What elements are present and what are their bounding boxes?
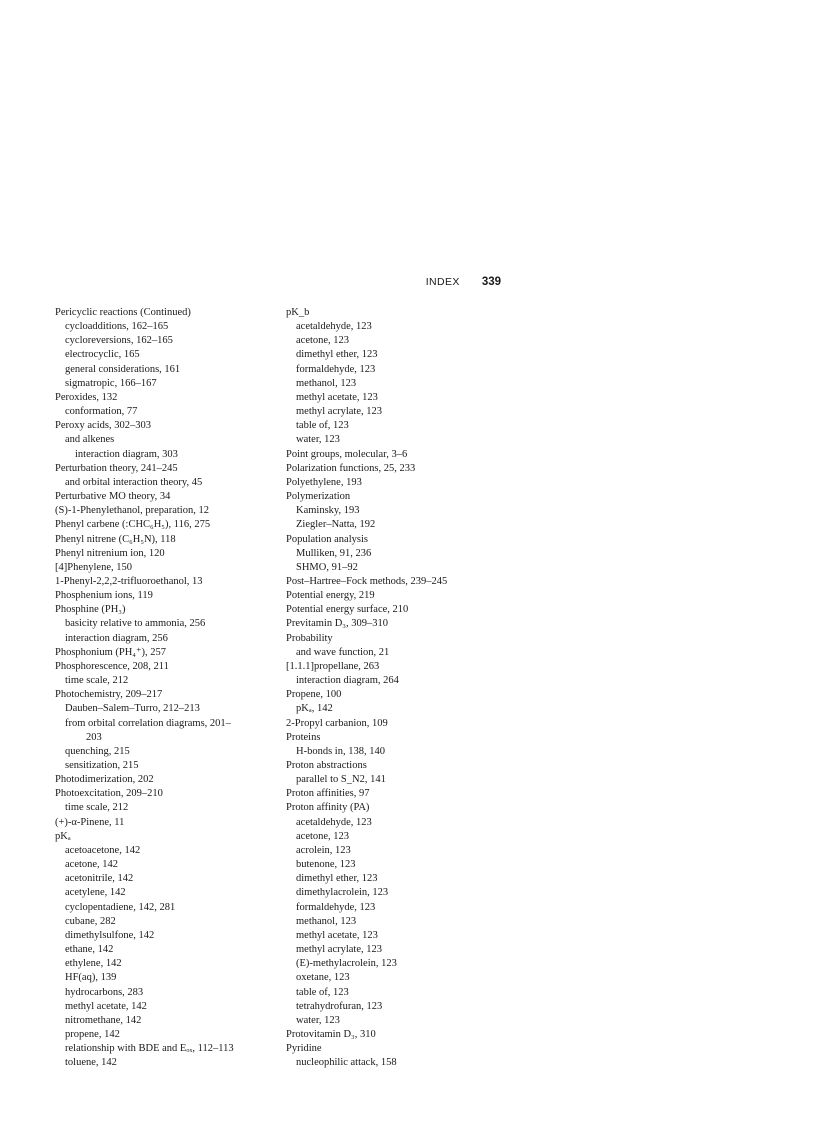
- index-entry: Proteins: [286, 731, 321, 743]
- index-entry: propene, 142: [65, 1028, 120, 1040]
- index-entry: interaction diagram, 303: [75, 448, 178, 460]
- index-entry: butenone, 123: [296, 859, 356, 871]
- index-entry: Polarization functions, 25, 233: [286, 462, 416, 474]
- index-entry: water, 123: [296, 434, 340, 446]
- index-entry: parallel to S_N2, 141: [296, 774, 386, 786]
- index-entry: Phosphine (PH₃): [55, 604, 126, 616]
- index-entry: methanol, 123: [296, 377, 357, 389]
- index-entry: 1-Phenyl-2,2,2-trifluoroethanol, 13: [55, 575, 203, 587]
- index-entry: H-bonds in, 138, 140: [296, 745, 385, 757]
- index-entry: Phenyl nitrene (C₆H₅N), 118: [55, 533, 176, 545]
- index-entry: and alkenes: [65, 434, 115, 446]
- index-entry: relationship with BDE and Eₒₓ, 112–113: [65, 1043, 234, 1055]
- index-entry: Peroxides, 132: [55, 391, 118, 403]
- index-entry: Kaminsky, 193: [296, 505, 360, 517]
- index-entry: Previtamin D₃, 309–310: [286, 618, 388, 630]
- index-entry: electrocyclic, 165: [65, 349, 140, 361]
- index-entry: methyl acrylate, 123: [296, 406, 383, 418]
- index-entry: Photochemistry, 209–217: [55, 689, 163, 701]
- index-entry: quenching, 215: [65, 745, 130, 757]
- index-entry: acetylene, 142: [65, 887, 126, 899]
- index-entry: Perturbation theory, 241–245: [55, 462, 178, 474]
- page-number: 339: [481, 276, 501, 288]
- index-entry: Post–Hartree–Fock methods, 239–245: [286, 575, 448, 587]
- index-entry: sigmatropic, 166–167: [65, 377, 157, 389]
- running-head: [0, 276, 501, 288]
- index-entry: (+)-α-Pinene, 11: [55, 816, 125, 828]
- index-entry: Pericyclic reactions (Continued): [55, 307, 191, 318]
- index-entry: pK_b: [286, 307, 310, 318]
- index-entry: dimethylsulfone, 142: [65, 929, 155, 941]
- index-entry: general considerations, 161: [65, 363, 181, 375]
- index-entry: pKₐ, 142: [296, 703, 333, 715]
- index-entry: pKₐ: [55, 830, 71, 842]
- index-entry: hydrocarbons, 283: [65, 986, 144, 998]
- index-entry: [1.1.1]propellane, 263: [286, 660, 380, 672]
- index-entry: oxetane, 123: [296, 972, 350, 984]
- index-entry: Dauben–Salem–Turro, 212–213: [65, 703, 200, 715]
- index-entry: acetaldehyde, 123: [296, 321, 372, 333]
- index-entry: time scale, 212: [65, 802, 129, 814]
- index-entry: Protovitamin D₃, 310: [286, 1028, 376, 1040]
- index-entry: methyl acrylate, 123: [296, 944, 383, 956]
- index-entry: Phenyl carbene (:CHC₆H₅), 116, 275: [55, 519, 211, 531]
- index-entry: table of, 123: [296, 986, 349, 998]
- index-entry: Phosphonium (PH₄⁺), 257: [55, 646, 167, 658]
- index-entry: acetone, 123: [296, 830, 350, 842]
- index-entry: acetonitrile, 142: [65, 873, 134, 885]
- index-entry: cycloreversions, 162–165: [65, 335, 173, 347]
- index-entry: from orbital correlation diagrams, 201–: [65, 717, 231, 729]
- index-entry: Polymerization: [286, 491, 351, 503]
- index-entry: tetrahydrofuran, 123: [296, 1000, 383, 1012]
- index-entry: cyclopentadiene, 142, 281: [65, 901, 176, 913]
- index-entry: Probability: [286, 632, 333, 644]
- index-entry: methanol, 123: [296, 915, 357, 927]
- index-entry: cubane, 282: [65, 915, 116, 927]
- index-entry: Proton affinity (PA): [286, 802, 370, 814]
- index-entry: Point groups, molecular, 3–6: [286, 448, 408, 460]
- index-entry: toluene, 142: [65, 1057, 117, 1069]
- index-entry: acetone, 142: [65, 859, 119, 871]
- index-entry: Proton affinities, 97: [286, 788, 370, 800]
- index-entry: Potential energy, 219: [286, 590, 375, 602]
- index-entry: 2-Propyl carbanion, 109: [286, 717, 388, 729]
- index-entry: acetoacetone, 142: [65, 844, 141, 856]
- index-entry: interaction diagram, 264: [296, 675, 399, 687]
- index-entry: Polyethylene, 193: [286, 476, 362, 488]
- index-entry: acrolein, 123: [296, 844, 351, 856]
- index-column-left: [55, 306, 285, 1070]
- index-entry: Phosphenium ions, 119: [55, 590, 153, 602]
- index-column-right: [286, 306, 526, 1070]
- index-entry: time scale, 212: [65, 675, 129, 687]
- index-entry: dimethylacrolein, 123: [296, 887, 389, 899]
- index-entry: and orbital interaction theory, 45: [65, 476, 203, 488]
- index-entry: nucleophilic attack, 158: [296, 1057, 397, 1069]
- index-entry: Phenyl nitrenium ion, 120: [55, 547, 165, 559]
- index-entry: table of, 123: [296, 420, 349, 432]
- index-entry: methyl acetate, 123: [296, 929, 378, 941]
- index-entry: basicity relative to ammonia, 256: [65, 618, 206, 630]
- index-entry: HF(aq), 139: [65, 972, 117, 984]
- index-entry: Population analysis: [286, 533, 368, 545]
- index-entry: and wave function, 21: [296, 646, 390, 658]
- index-entry: sensitization, 215: [65, 760, 139, 771]
- index-entry: nitromethane, 142: [65, 1014, 142, 1026]
- section-title: INDEX: [425, 276, 460, 288]
- index-entry: water, 123: [296, 1014, 340, 1026]
- index-entry: conformation, 77: [65, 406, 138, 418]
- index-entry: formaldehyde, 123: [296, 363, 376, 375]
- index-entry: interaction diagram, 256: [65, 632, 168, 644]
- index-entry: Peroxy acids, 302–303: [55, 420, 151, 432]
- index-entry: [4]Phenylene, 150: [55, 561, 132, 573]
- index-entry: Perturbative MO theory, 34: [55, 491, 171, 503]
- index-entry: Mulliken, 91, 236: [296, 547, 372, 559]
- index-entry: 203: [86, 731, 102, 743]
- index-entry: methyl acetate, 142: [65, 1000, 147, 1012]
- index-entry: cycloadditions, 162–165: [65, 321, 169, 333]
- index-entry: (S)-1-Phenylethanol, preparation, 12: [55, 505, 209, 517]
- index-entry: dimethyl ether, 123: [296, 349, 378, 361]
- index-entry: Ziegler–Natta, 192: [296, 519, 376, 531]
- index-entry: Potential energy surface, 210: [286, 604, 409, 616]
- index-entry: acetaldehyde, 123: [296, 816, 372, 828]
- index-entry: ethylene, 142: [65, 958, 122, 970]
- index-entry: dimethyl ether, 123: [296, 873, 378, 885]
- index-entry: Pyridine: [286, 1043, 322, 1055]
- index-entry: Proton abstractions: [286, 760, 367, 771]
- index-entry: Propene, 100: [286, 689, 342, 701]
- index-entry: methyl acetate, 123: [296, 391, 378, 403]
- index-entry: formaldehyde, 123: [296, 901, 376, 913]
- index-entry: SHMO, 91–92: [296, 561, 358, 573]
- index-entry: acetone, 123: [296, 335, 350, 347]
- index-entry: Photoexcitation, 209–210: [55, 788, 163, 800]
- index-entry: Photodimerization, 202: [55, 774, 154, 786]
- index-entry: ethane, 142: [65, 944, 114, 956]
- index-entry: Phosphorescence, 208, 211: [55, 660, 169, 672]
- index-entry: (E)-methylacrolein, 123: [296, 958, 397, 970]
